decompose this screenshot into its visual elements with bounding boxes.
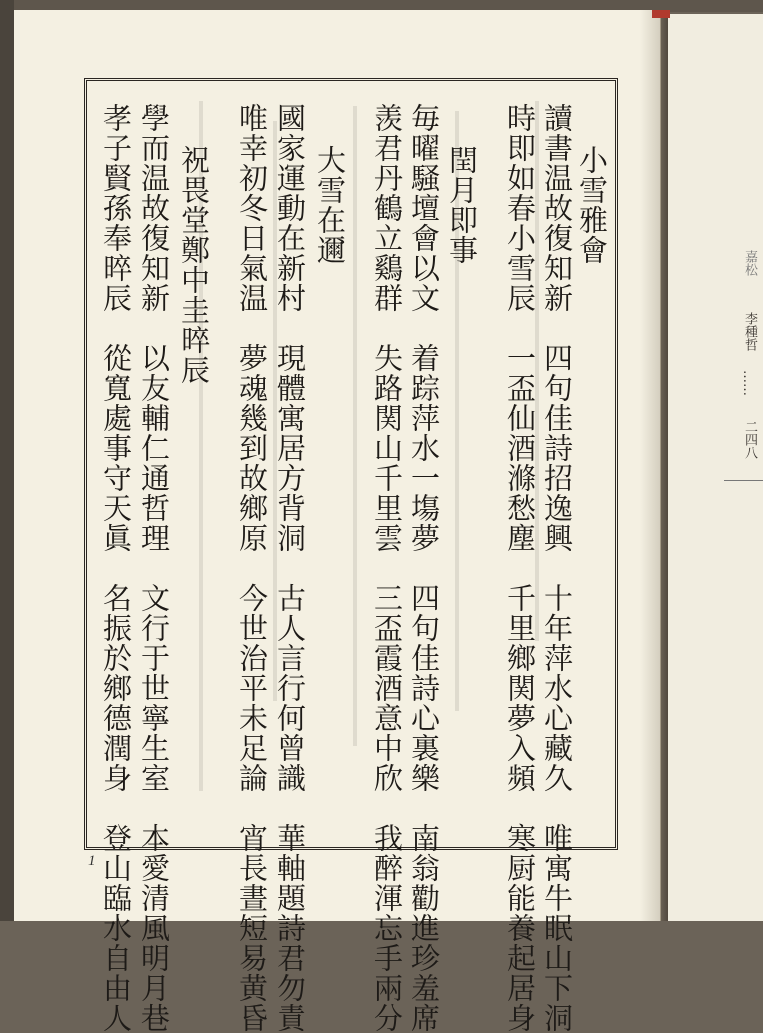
right-page-number: 二四八	[742, 420, 757, 459]
poem-line-3: 毎曜騒壇會以文 着踪萍水一塲夢 四句佳詩心裏樂 南翁勸進珍羞席	[407, 103, 441, 1033]
page-number: 1	[88, 853, 96, 869]
poem-line-8: 孝子賢孫奉晬辰 從寬處事守天眞 名振於鄉德潤身 登山臨水自由人	[99, 103, 133, 1033]
right-page-rule	[724, 480, 763, 481]
poem-line-6: 唯幸初冬日氣温 夢魂幾到故鄉原 今世治平未足論 宵長晝短易黄昏	[235, 103, 269, 1033]
poem-line-5: 國家運動在新村 現體寓居方背洞 古人言行何曾識 華軸題詩君勿責	[273, 103, 307, 1033]
right-page-dots: ……	[740, 370, 755, 396]
right-page	[668, 14, 763, 921]
poem-line-4: 羡君丹鶴立鷄群 失路関山千里雲 三盃霞酒意中欣 我醉渾忘手兩分	[370, 103, 404, 1033]
poem-title-1: 小雪雅會	[575, 145, 609, 265]
poem-title-2: 閏月即事	[445, 145, 479, 265]
poem-title-3: 大雪在邇	[313, 145, 347, 265]
poem-line-1: 讀書温故復知新 四句佳詩招逸興 十年萍水心藏久 唯寓牛眠山下洞	[540, 103, 574, 1033]
poem-frame	[84, 78, 618, 1033]
poem-line-2: 時即如春小雪辰 一盃仙酒滌愁塵 千里鄉関夢入頻 寒厨能養起居身	[503, 103, 537, 1033]
poem-title-4: 祝畏堂鄭中圭晬辰	[177, 145, 211, 385]
book-spine	[0, 0, 14, 921]
book-gutter	[640, 10, 668, 921]
right-page-author: 李種哲	[742, 312, 757, 351]
right-page-fragment: 嘉松	[742, 250, 757, 276]
poem-line-7: 學而温故復知新 以友輔仁通哲理 文行于世寧生室 本愛清風明月巷	[137, 103, 171, 1033]
bookmark-ribbon	[652, 10, 670, 18]
